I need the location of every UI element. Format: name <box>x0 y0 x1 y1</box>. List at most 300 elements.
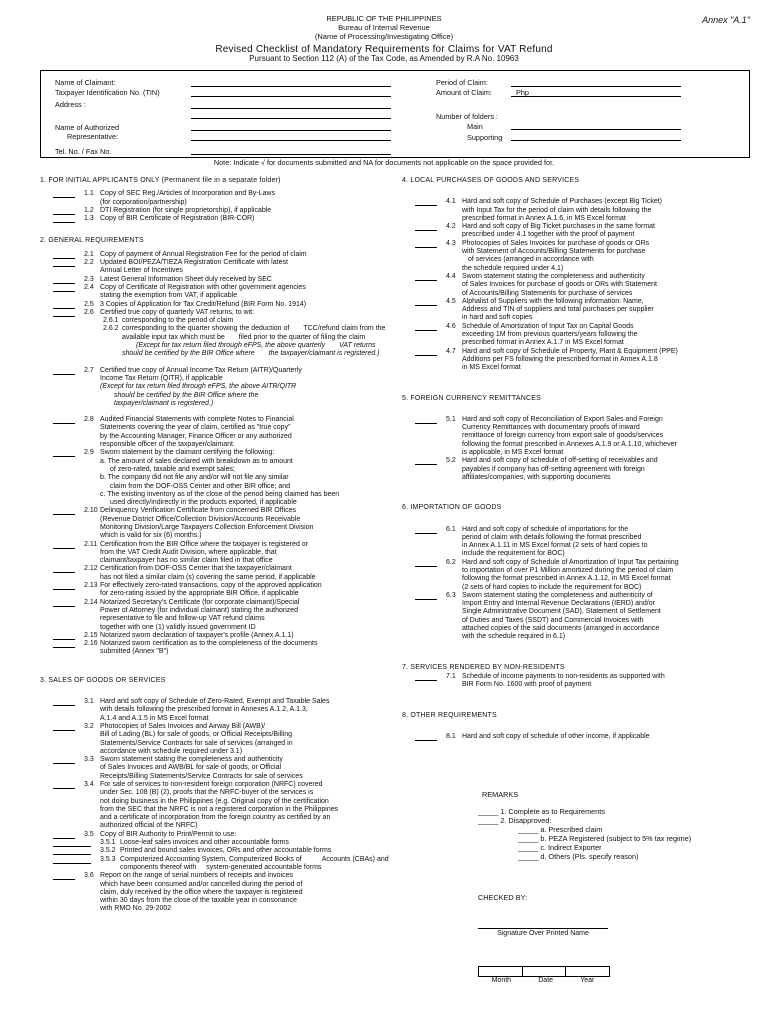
item-text: Hard and soft copy of Schedule of Property, Plant & Equipment (PPE) <box>462 347 678 355</box>
item-text: Loose-leaf sales invoices and other accountable forms <box>120 839 289 847</box>
document-title: Revised Checklist of Mandatory Requirements for Claims for VAT Refund <box>215 44 553 55</box>
item-text: Receipts/Billing Statements/Service Contracts for sale of services <box>100 772 303 780</box>
item-number: 2.13 <box>84 582 98 590</box>
item-number: 4.7 <box>446 347 456 355</box>
item-text: Delinquency Verification Certificate from concerned BIR Offices <box>100 507 296 515</box>
item-text: of Duties and Taxes (SSDT) and Commercial Invoices with <box>462 616 644 624</box>
left-column <box>40 177 390 914</box>
item-text: For effectively zero-rated transactions, copy of the approved application <box>100 582 322 590</box>
item-number: 3.1 <box>84 698 94 706</box>
date-labels <box>478 977 608 984</box>
item-text: prescribed format in Annex A.1.7 in MS Excel format <box>462 339 624 347</box>
item-text: Monitoring Division/Large Taxpayers Collection Enforcement Division <box>100 523 314 531</box>
item-1-2 <box>40 207 390 215</box>
item-3-2 <box>40 723 390 756</box>
remark-complete[interactable]: _____ 1. Complete as to Requirements <box>478 807 605 816</box>
item-text: VAT returns should be certified by the BIR Office where <box>122 342 376 358</box>
item-text: of Sales Invoices and AWB/BL for sale of goods, or Official <box>100 764 282 772</box>
item-text: of services (arranged in accordance with <box>468 256 594 264</box>
item-6-1 <box>402 526 752 559</box>
checkbox-line[interactable] <box>415 533 437 534</box>
item-number: 5.1 <box>446 415 456 423</box>
item-number: 2.5 <box>84 300 94 308</box>
item-7-1 <box>402 673 752 690</box>
item-3-5-2 <box>40 847 390 855</box>
item-text: (Except for tax return filed through eFPS, the above AITR/QITR <box>100 383 297 391</box>
checkbox-line[interactable] <box>53 197 75 198</box>
checkbox-line[interactable] <box>53 788 75 789</box>
item-2-14 <box>40 599 390 632</box>
item-text: Printed and bound sales invoices, ORs and other accountable forms <box>120 847 332 855</box>
period-of-claim-field[interactable] <box>511 86 681 87</box>
year-box[interactable] <box>566 967 609 976</box>
item-5-1 <box>402 416 752 457</box>
item-text: Import Entry and Internal Revenue Declarations (IERD) and/or <box>462 600 655 608</box>
item-number: 2.1 <box>84 250 94 258</box>
date-label: Date <box>538 977 554 984</box>
item-text: Additions per FS following the prescribed format in Annex A.1.8 <box>462 355 658 363</box>
checkbox-line[interactable] <box>415 599 437 600</box>
section-2-title: 2. GENERAL REQUIREMENTS <box>40 237 144 245</box>
item-number: 2.7 <box>84 366 94 374</box>
item-4-2 <box>402 223 752 240</box>
item-text: with details following the prescribed format in Annexes A.1.2, A.1.3, <box>100 706 308 714</box>
checkbox-line[interactable] <box>415 740 437 741</box>
item-3-5-3 <box>40 856 390 873</box>
item-4-1 <box>402 198 752 223</box>
remark-others[interactable]: _____ d. Others (Pls. specify reason) <box>518 852 639 861</box>
item-text: from the VAT Credit Audit Division, where applicable, that <box>100 548 277 556</box>
item-number: 1.1 <box>84 190 94 198</box>
checkbox-line[interactable] <box>53 763 75 764</box>
item-6-3 <box>402 592 752 642</box>
supporting-folder-label: Supporting <box>467 133 503 142</box>
item-4-7 <box>402 348 752 373</box>
item-text: Updated BOI/PEZA/TIEZA Registration Certificate with latest <box>100 259 288 267</box>
checkbox-line[interactable] <box>53 647 75 648</box>
item-text: and a certificate of incorporation from the foreign country as certified by an <box>100 814 331 822</box>
checkbox-line[interactable] <box>53 730 75 731</box>
month-label: Month <box>491 977 512 984</box>
item-2-2 <box>40 259 390 276</box>
item-text: Sworn statement stating the completeness and authenticity of <box>462 591 653 599</box>
item-text: a. The amount of sales declared with breakdown as to amount <box>100 457 293 465</box>
item-text: stating the exemption from VAT, if applicable <box>100 292 238 300</box>
date-box[interactable] <box>523 967 567 976</box>
item-text: Latest General Information Sheet duly received by SEC <box>100 275 272 283</box>
item-text: submitted (Annex "B") <box>100 648 169 656</box>
remark-indirect-exporter[interactable]: _____ c. Indirect Exporter <box>518 843 602 852</box>
remark-disapproved[interactable]: _____ 2. Disapproved: <box>478 816 552 825</box>
claimant-info-box <box>40 70 750 158</box>
item-text: Certified true copy of quarterly VAT returns, to wit: <box>100 308 255 316</box>
item-text: Schedule of Amortization of Input Tax on Capital Goods <box>462 322 634 330</box>
item-2-7 <box>40 367 390 408</box>
item-number: 2.14 <box>84 598 98 606</box>
item-text: Copy of BIR Authority to Print/Permit to use: <box>100 830 237 838</box>
checkbox-line[interactable] <box>415 280 437 281</box>
claimant-name-field[interactable] <box>191 86 391 87</box>
section-4-title: 4. LOCAL PURCHASES OF GOODS AND SERVICES <box>402 177 580 184</box>
item-text: TCC/refund claim from the available input tax which must be <box>122 325 386 341</box>
checkbox-line[interactable] <box>53 222 75 223</box>
item-text: in hard and soft copies <box>462 314 533 322</box>
item-text: Certified true copy of Annual Income Tax Return (AITR)/Quarterly <box>100 366 302 374</box>
item-3-5 <box>40 831 390 839</box>
item-4-4 <box>402 273 752 298</box>
checkbox-line[interactable] <box>415 205 437 206</box>
item-number: 6.2 <box>446 558 456 566</box>
item-text: with RMO No. 29-2002 <box>100 905 172 913</box>
item-text: which have been consumed and/or cancelled during the period of <box>100 880 303 888</box>
item-text: exceeding 1M from previous quarters/years following the <box>462 331 638 339</box>
item-text: (Revenue District Office/Collection Division/Accounts Receivable <box>100 515 301 523</box>
item-6-2 <box>402 559 752 592</box>
item-number: 2.8 <box>84 416 94 424</box>
item-text: has not filed a similar claim (s) covering the same period, if applicable <box>100 573 316 581</box>
item-text: following the format prescribed in Annex A.1.12, in MS Excel format <box>462 575 671 583</box>
tel-fax-field[interactable] <box>191 154 391 155</box>
item-text: claimant/taxpayer has no similar claim filed in that office <box>100 557 273 565</box>
item-4-6 <box>402 323 752 348</box>
year-label: Year <box>580 977 595 984</box>
item-number: 2.6.2 <box>103 325 119 333</box>
item-2-13 <box>40 582 390 599</box>
item-number: 4.3 <box>446 239 456 247</box>
item-text: DTI Registration (for single proprietorship), if applicable <box>100 206 272 214</box>
item-2-6-1 <box>40 317 390 325</box>
checkbox-line[interactable] <box>53 266 75 267</box>
remark-prescribed[interactable]: _____ a. Prescribed claim <box>518 825 603 834</box>
checkbox-line[interactable] <box>53 705 75 706</box>
item-text: Copy of SEC Reg./Articles of Incorporation and By-Laws <box>100 190 276 198</box>
item-text: Computerized Accounting System, Computerized Books of <box>120 855 302 863</box>
date-boxes[interactable] <box>478 966 610 977</box>
item-text: not doing business in the Philippines (e.g. Original copy of the certification <box>100 797 329 805</box>
item-text: representative to file and follow-up VAT refund claims <box>100 615 265 623</box>
item-number: 3.6 <box>84 872 94 880</box>
note-instructions: Note: Indicate √ for documents submitted and NA for documents not applicable on the space provided for. <box>213 158 555 167</box>
item-text: Hard and soft copy of schedule of importations for the <box>462 525 629 533</box>
folders-label: Number of folders : <box>436 112 499 121</box>
item-text: Statements covering the year of claim, certified as "true copy" <box>100 424 291 432</box>
item-text: Audited Financial Statements with complete Notes to Financial <box>100 416 294 424</box>
item-number: 8.1 <box>446 732 456 740</box>
item-text: Sworn statement by the claimant certifying the following: <box>100 449 275 457</box>
item-text: Hard and soft copy of Schedule of Purchases (except Big Ticket) <box>462 198 662 206</box>
checkbox-line[interactable] <box>53 572 75 573</box>
item-text: Photocopies of Sales Invoices for purchase of goods or ORs <box>462 239 650 247</box>
claimant-name-label: Name of Claimant: <box>55 78 116 87</box>
item-1-1 <box>40 190 390 207</box>
item-number: 5.2 <box>446 457 456 465</box>
item-text: of zero-rated, taxable and exempt sales; <box>110 465 235 473</box>
item-text: should be certified by the BIR Office where the <box>114 391 259 399</box>
header-republic: REPUBLIC OF THE PHILIPPINES <box>326 14 442 23</box>
item-5-2 <box>402 457 752 482</box>
representative-field[interactable] <box>191 130 391 131</box>
signature-line[interactable] <box>478 928 608 929</box>
section-5-title: 5. FOREIGN CURRENCY REMITTANCES <box>402 394 541 402</box>
item-number: 4.1 <box>446 198 456 206</box>
item-2-11 <box>40 541 390 566</box>
item-text: is applicable, in MS Excel format <box>462 449 564 457</box>
item-number: 3.5.1 <box>100 839 116 847</box>
remarks-title: REMARKS <box>482 790 519 799</box>
item-text: with the schedule required in 6.1) <box>462 633 566 641</box>
item-text: (Except for tax return filed through eFPS, the above quarterly <box>136 342 326 350</box>
item-text: Notarized sworn declaration of taxpayer's profile (Annex A.1.1) <box>100 631 294 639</box>
item-text: Hard and soft copy of Big Ticket purchases in the same format <box>462 223 655 231</box>
checkbox-line[interactable] <box>415 305 437 306</box>
item-text: used directly/indirectly in the products exported, if applicable <box>110 499 297 507</box>
checkbox-line[interactable] <box>415 680 437 681</box>
item-text: accordance with schedule required under 3.1) <box>100 747 243 755</box>
item-number: 4.4 <box>446 272 456 280</box>
item-text: Sworn statement stating the completeness and authenticity <box>100 756 283 764</box>
period-of-claim-label: Period of Claim: <box>436 78 488 87</box>
item-text: by the Accounting Manager, Finance Officer or any authorized <box>100 432 292 440</box>
item-text: of Sales Invoices for purchase of goods or ORs with Statement <box>462 281 657 289</box>
item-2-6 <box>40 309 390 317</box>
amount-currency: Php <box>516 88 529 97</box>
item-text: Income Tax Return (QITR), if applicable <box>100 374 223 382</box>
item-text: Sworn statement stating the completeness and authenticity <box>462 272 645 280</box>
item-text: Statements/Service Contracts for sale of services (arranged in <box>100 739 293 747</box>
checkbox-line[interactable] <box>53 548 75 549</box>
item-number: 2.16 <box>84 640 98 648</box>
item-number: 2.2 <box>84 259 94 267</box>
item-8-1 <box>402 733 752 741</box>
item-2-9 <box>40 449 390 507</box>
item-text: in MS Excel format <box>462 364 521 372</box>
item-text: 3 Copies of Application for Tax Credit/Refund (BIR Form No. 1914) <box>100 300 307 308</box>
item-text: (for corporation/partnership) <box>100 198 187 206</box>
item-1-3 <box>40 215 390 223</box>
item-text: Power of Attorney (for individual claimant) stating the authorized <box>100 606 299 614</box>
header-bureau: Bureau of Internal Revenue <box>338 23 430 32</box>
item-text: Photocopies of Sales Invoices and Airway Bill (AWB)/ <box>100 722 266 730</box>
item-text: filed prior to the quarter of filing the claim <box>238 333 366 341</box>
item-text: within 30 days from the close of the taxable year in consonance <box>100 897 297 905</box>
checkbox-line[interactable] <box>53 514 75 515</box>
item-4-5 <box>402 298 752 323</box>
item-2-10 <box>40 507 390 540</box>
section-6-title: 6. IMPORTATION OF GOODS <box>402 504 502 512</box>
address-field[interactable] <box>191 108 391 109</box>
remarks-block <box>478 790 691 861</box>
item-text: Copy of payment of Annual Registration Fee for the period of claim <box>100 250 307 258</box>
representative-label-2: Representative: <box>67 132 119 141</box>
item-number: 3.3 <box>84 756 94 764</box>
item-text: (2 sets of hard copies to include the requirement for BOC) <box>462 583 642 591</box>
item-number: 3.5.2 <box>100 847 116 855</box>
item-text: Alphalist of Suppliers with the following information: Name, <box>462 297 644 305</box>
checkbox-line[interactable] <box>53 374 75 375</box>
item-text: in Annex A.1.11 in MS Excel format (2 sets of hard copies to <box>462 542 648 550</box>
item-text: Notarized Secretary's Certificate (for corporate claimant)/Special <box>100 598 300 606</box>
item-text: corresponding to the quarter showing the deduction of <box>122 325 290 333</box>
checkbox-line[interactable] <box>53 863 91 864</box>
item-text: authorized official of the NRFC) <box>100 822 198 830</box>
item-text: Currency Remittances with documentary proofs of inward <box>462 424 640 432</box>
item-text: Schedule of income payments to non-residents as supported with <box>462 672 665 680</box>
checkbox-line[interactable] <box>415 464 437 465</box>
item-text: Accounts (CBAs) and components thereof with <box>120 855 389 871</box>
checkbox-line[interactable] <box>415 423 437 424</box>
item-number: 6.3 <box>446 591 456 599</box>
item-number: 2.9 <box>84 449 94 457</box>
checkbox-line[interactable] <box>415 230 437 231</box>
item-number: 2.10 <box>84 507 98 515</box>
item-2-5 <box>40 301 390 309</box>
item-text: under Sec. 108 (B) (2), proofs that the NRFC-buyer of the services is <box>100 789 314 797</box>
checkbox-line[interactable] <box>415 247 437 248</box>
item-number: 4.2 <box>446 223 456 231</box>
item-3-6 <box>40 872 390 913</box>
checkbox-line[interactable] <box>53 606 75 607</box>
item-text: claim, duly received by the office where the taxpayer is registered <box>100 888 303 896</box>
item-4-3 <box>402 240 752 273</box>
item-number: 2.15 <box>84 631 98 639</box>
item-text: Copy of Certificate of Registration with other government agencies <box>100 283 306 291</box>
item-number: 2.3 <box>84 275 94 283</box>
item-text: remittance of foreign currency from export sale of goods/services <box>462 432 664 440</box>
tel-fax-label: Tel. No. / Fax No. <box>55 147 112 156</box>
document-header <box>0 14 768 63</box>
item-2-1 <box>40 251 390 259</box>
item-text: the schedule required under 4.1) <box>462 264 564 272</box>
header-office: (Name of Processing/Investigating Office) <box>314 32 454 41</box>
item-3-5-1 <box>40 839 390 847</box>
item-text: together with one (1) validly issued government ID <box>100 623 256 631</box>
item-number: 3.4 <box>84 781 94 788</box>
item-text: prescribed under 4.1 together with the proof of payment <box>462 231 635 239</box>
right-column <box>402 177 752 741</box>
item-text: Address and TIN of suppliers and total purchases per supplier <box>462 306 654 314</box>
item-text: of Accounts/Billing Statements for purchase of services <box>462 289 633 297</box>
item-text: for zero-rating issued by the appropriate BIR Office, if applicable <box>100 590 299 598</box>
signature-label: Signature Over Printed Name <box>497 930 589 937</box>
tin-field[interactable] <box>191 96 391 97</box>
item-text: c. The existing inventory as of the close of the period being claimed has been <box>100 490 340 498</box>
item-text: the taxpayer/claimant is registered.) <box>268 350 380 358</box>
item-number: 2.6 <box>84 308 94 316</box>
item-2-15 <box>40 632 390 640</box>
supporting-folder-field[interactable] <box>511 140 681 141</box>
checked-by-label: CHECKED BY: <box>478 893 528 902</box>
main-folder-label: Main <box>467 122 483 131</box>
item-number: 4.5 <box>446 297 456 305</box>
document-subtitle: Pursuant to Section 112 (A) of the Tax Code, as Amended by R.A No. 10963 <box>249 54 519 63</box>
item-text: Bill of Lading (BL) for sale of goods, or Official Receipts/Billing <box>100 731 293 739</box>
item-text: Certification from DOF-OSS Center that the taxpayer/claimant <box>100 565 292 573</box>
item-text: Annual Letter of Incentives <box>100 267 183 275</box>
main-folder-field[interactable] <box>511 129 681 130</box>
item-text: with Input Tax for the period of claim with details following the <box>462 206 652 214</box>
item-3-1 <box>40 698 390 723</box>
item-text: with Statement of Accounts/Billing Statements for purchase <box>462 248 646 256</box>
item-text: Hard and soft copy of Schedule of Amortization of Input Tax pertaining <box>462 558 679 566</box>
item-text: period of claim with details following the format prescribed <box>462 533 642 541</box>
item-2-3 <box>40 276 390 284</box>
section-7-title: 7. SERVICES RENDERED BY NON-RESIDENTS <box>402 663 565 671</box>
item-text: system-generated accountable forms <box>206 863 322 871</box>
checkbox-line[interactable] <box>53 589 75 590</box>
address-field-2[interactable] <box>191 118 391 119</box>
item-text: For sale of services to non-resident foreign corporation (NRFC) covered <box>100 781 323 788</box>
section-3-title: 3. SALES OF GOODS OR SERVICES <box>40 676 166 684</box>
item-text: Single Administrative Document (SAD), Statement of Settlement <box>462 608 661 616</box>
item-text: claim from the DOF-OSS Center and other BIR office; and <box>110 482 291 490</box>
month-box[interactable] <box>479 967 523 976</box>
item-number: 4.6 <box>446 322 456 330</box>
representative-field-2[interactable] <box>191 140 391 141</box>
item-number: 1.3 <box>84 215 94 223</box>
item-text: taxpayer/claimant is registered.) <box>114 399 214 407</box>
checkbox-line[interactable] <box>415 566 437 567</box>
item-2-8 <box>40 416 390 449</box>
item-text: Hard and soft copy of schedule of off-setting of receivables and <box>462 457 658 465</box>
section-8-title: 8. OTHER REQUIREMENTS <box>402 711 497 719</box>
item-number: 2.11 <box>84 540 98 548</box>
item-2-12 <box>40 565 390 582</box>
item-text: Hard and soft copy of Schedule of Zero-Rated, Exempt and Taxable Sales <box>100 698 330 706</box>
checkbox-line[interactable] <box>415 355 437 356</box>
item-text: following the format prescribed in Annexes A.1.9 or A.1.10, whichever <box>462 440 677 448</box>
item-number: 2.6.1 <box>103 317 119 325</box>
checkbox-line[interactable] <box>53 879 75 880</box>
item-text: payables if company has off-setting agreement with foreign <box>462 465 645 473</box>
item-text: include the requirement for BOC) <box>462 550 565 558</box>
item-2-4 <box>40 284 390 301</box>
amount-of-claim-label: Amount of Claim: <box>436 88 492 97</box>
checkbox-line[interactable] <box>53 456 75 457</box>
item-2-6-note <box>40 342 390 359</box>
item-text: BIR Form No. 1600 with proof of payment <box>462 681 592 689</box>
item-text: Hard and soft copy of schedule of other income, if applicable <box>462 732 650 740</box>
representative-label: Name of Authorized <box>55 123 120 132</box>
item-text: b. The company did not file any and/or will not file any similar <box>100 474 289 482</box>
item-number: 2.12 <box>84 565 98 573</box>
item-text: responsible officer of the taxpayer/claimant. <box>100 441 235 449</box>
annex-label: Annex "A.1" <box>702 15 750 25</box>
item-number: 2.4 <box>84 283 94 291</box>
amount-of-claim-field[interactable] <box>511 96 681 97</box>
item-2-16 <box>40 640 390 657</box>
item-text: corresponding to the period of claim <box>122 317 234 325</box>
checkbox-line[interactable] <box>53 291 75 292</box>
item-text: Certification from the BIR Office where the taxpayer is registered or <box>100 540 309 548</box>
item-text: prescribed format in Annex A.1.6, in MS Excel format <box>462 214 626 222</box>
item-text: Hard and soft copy of Reconciliation of Export Sales and Foreign <box>462 415 663 423</box>
item-3-4 <box>40 781 390 831</box>
item-text: attached copies of the said documents (arranged in accordance <box>462 625 660 633</box>
item-number: 3.5.3 <box>100 855 116 863</box>
item-3-3 <box>40 756 390 781</box>
item-number: 7.1 <box>446 672 456 680</box>
remark-peza[interactable]: _____ b. PEZA Registered (subject to 5% tax regime) <box>518 834 692 843</box>
item-2-6-2 <box>40 325 390 342</box>
tin-label: Taxpayer Identification No. (TIN) <box>55 88 160 97</box>
address-label: Address : <box>55 100 86 109</box>
item-text: from the SEC that the NRFC is not a registered corporation in the Philippines <box>100 805 339 813</box>
checkbox-line[interactable] <box>415 330 437 331</box>
checkbox-line[interactable] <box>53 423 75 424</box>
item-text: which is valid for six (6) months.) <box>100 532 202 540</box>
item-number: 6.1 <box>446 525 456 533</box>
item-number: 3.2 <box>84 722 94 730</box>
